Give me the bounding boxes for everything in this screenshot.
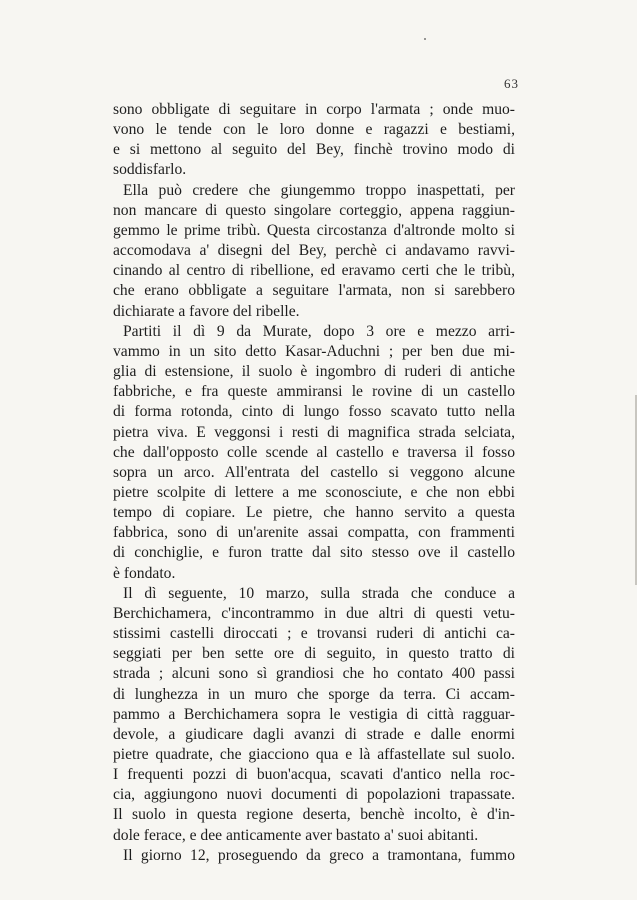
- text-line: fabbrica, sono di un'arenite assai compatta, con frammenti: [113, 524, 515, 542]
- text-line: vono le tende con le loro donne e ragazzi e bestiami,: [113, 121, 515, 139]
- text-line: di conchiglie, e furon tratte dal sito stesso ove il castello: [113, 544, 515, 562]
- text-line: dichiarate a favore del ribelle.: [113, 302, 300, 320]
- text-line: pietre scolpite di lettere a me sconosciute, e che non ebbi: [113, 483, 515, 501]
- text-line: cinando al centro di ribellione, ed eravamo certi che le tribù,: [113, 262, 515, 280]
- paper-speck: [424, 38, 426, 40]
- text-line: e si mettono al seguito del Bey, finchè trovino modo di: [113, 141, 515, 159]
- text-line: che dall'opposto colle scende al castello e traversa il fosso: [113, 443, 515, 461]
- text-line: tempo di copiare. Le pietre, che hanno servito a questa: [113, 504, 515, 522]
- text-line: Berchichamera, c'incontrammo in due altri di questi vetu-: [113, 604, 515, 622]
- text-line: vammo in un sito detto Kasar-Aduchni ; per ben due mi-: [113, 342, 515, 360]
- text-line: fabbriche, e fra queste ammiransi le rovine di un castello: [113, 383, 515, 401]
- text-line: devole, a giudicare dagli avanzi di strade e dalle enormi: [113, 725, 515, 743]
- text-line: cia, aggiungono nuovi documenti di popolazioni trapassate.: [113, 786, 515, 804]
- text-line: gemmo le prime tribù. Questa circostanza d'altronde molto si: [113, 221, 515, 239]
- text-line: è fondato.: [113, 564, 176, 582]
- text-line: Ella può credere che giungemmo troppo inaspettati, per: [123, 181, 515, 199]
- text-line: I frequenti pozzi di buon'acqua, scavati d'antico nella roc-: [113, 766, 515, 784]
- text-line: Partiti il dì 9 da Murate, dopo 3 ore e mezzo arri-: [123, 322, 515, 340]
- paragraph: [113, 181, 515, 322]
- text-line: glia di estensione, il suolo è ingombro di ruderi di antiche: [113, 363, 515, 381]
- paragraph: [113, 846, 515, 866]
- text-line: sono obbligate di seguitare in corpo l'armata ; onde muo-: [113, 101, 515, 118]
- text-line: stissimi castelli diroccati ; e trovansi ruderi di antichi ca-: [113, 625, 515, 643]
- text-line: pietra viva. E veggonsi i resti di magnifica strada selciata,: [113, 423, 515, 441]
- text-line: che erano obbligate a seguitare l'armata, non si sarebbero: [113, 282, 515, 300]
- body-text: [113, 100, 515, 866]
- text-line: Il giorno 12, proseguendo da greco a tramontana, fummo: [123, 846, 515, 864]
- text-line: strada ; alcuni sono sì grandiosi che ho contato 400 passi: [113, 665, 515, 683]
- paragraph: [113, 322, 515, 584]
- text-line: di forma rotonda, cinto di lungo fosso scavato tutto nella: [113, 403, 515, 421]
- text-line: dole ferace, e dee anticamente aver bastato a' suoi abitanti.: [113, 826, 479, 844]
- text-line: sopra un arco. All'entrata del castello si veggono alcune: [113, 463, 515, 481]
- page-number: 63: [504, 76, 519, 91]
- text-line: di lunghezza in un muro che sporge da terra. Ci accam-: [113, 685, 515, 703]
- text-line: non mancare di questo singolare corteggio, appena raggiun-: [113, 201, 515, 219]
- paragraph: [113, 100, 515, 181]
- text-line: soddisfarlo.: [113, 161, 187, 179]
- text-line: seggiati per ben sette ore di seguito, in questo tratto di: [113, 645, 515, 663]
- text-line: pammo a Berchichamera sopra le vestigia di città ragguar-: [113, 705, 515, 723]
- text-line: accomodava a' disegni del Bey, perchè ci andavamo ravvi-: [113, 242, 515, 260]
- text-line: pietre quadrate, che giacciono qua e là affastellate sul suolo.: [113, 746, 515, 763]
- text-line: Il suolo in questa regione deserta, benchè incolto, è d'in-: [113, 806, 515, 824]
- paragraph: [113, 584, 515, 846]
- text-line: Il dì seguente, 10 marzo, sulla strada che conduce a: [123, 584, 515, 602]
